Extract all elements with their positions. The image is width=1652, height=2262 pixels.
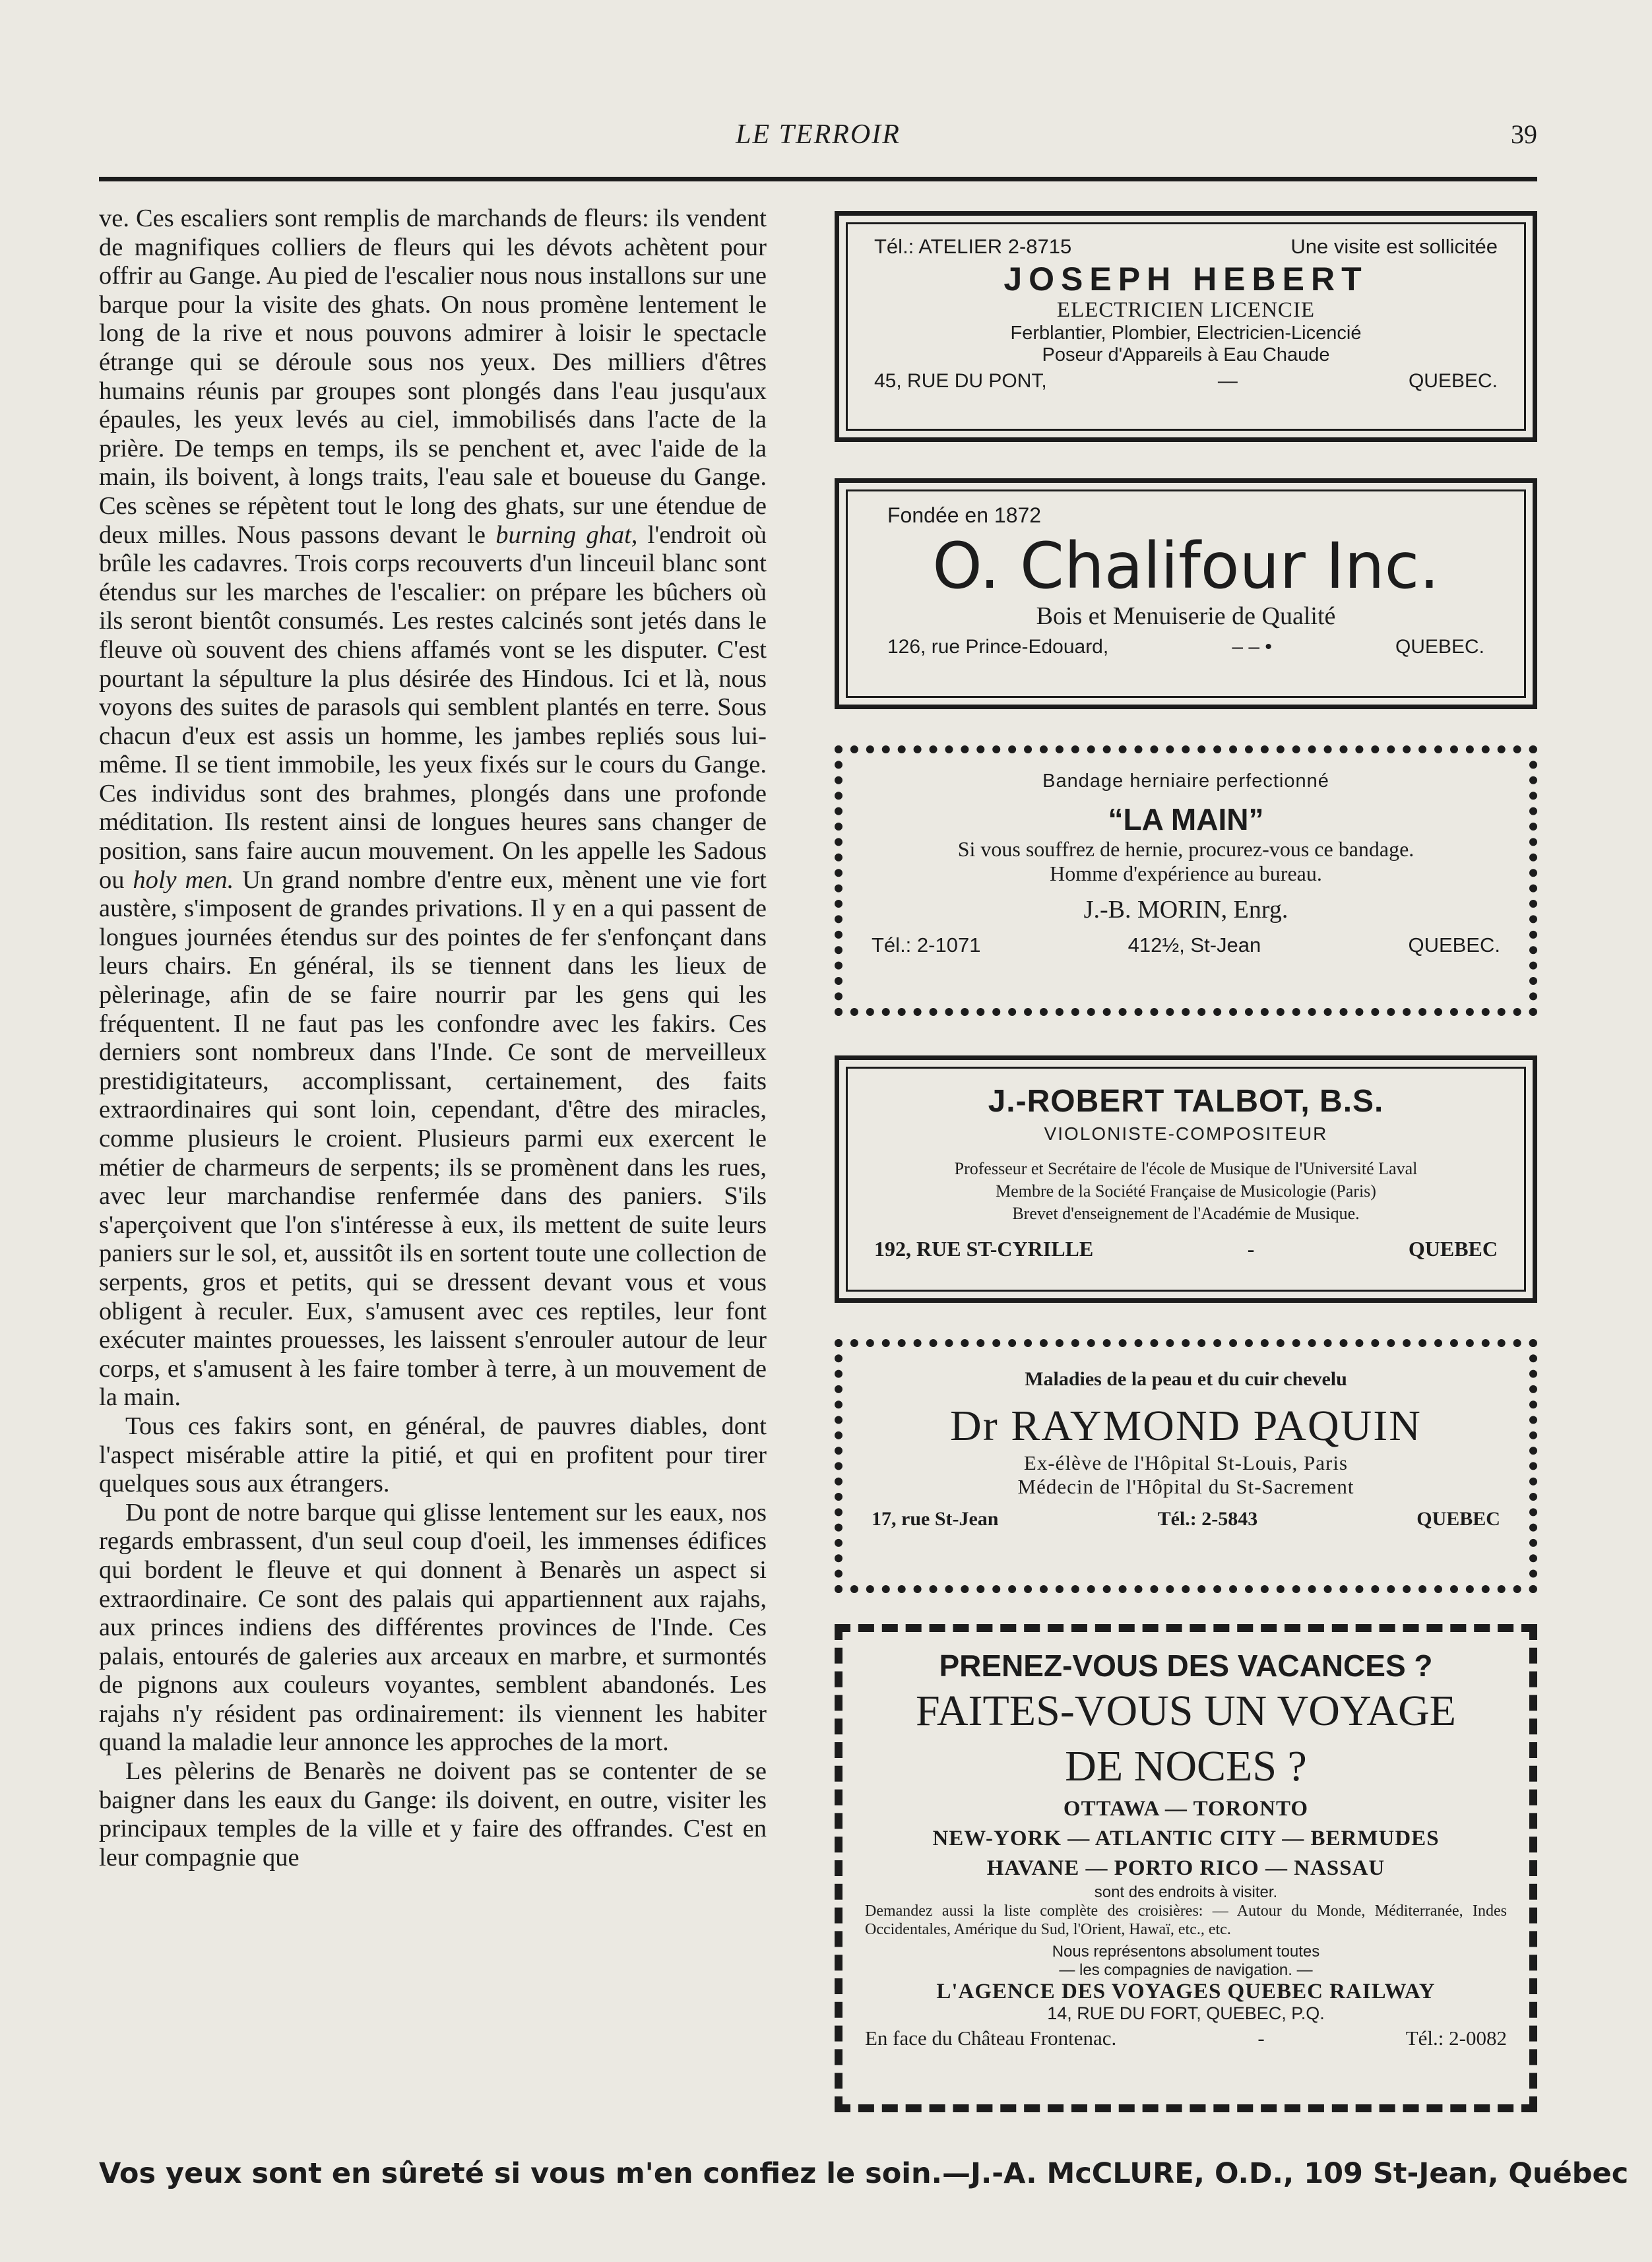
ad-address: 126, rue Prince-Edouard, bbox=[887, 636, 1109, 658]
article-paragraph: Du pont de notre barque qui glisse lentement sur les eaux, nos regards embrassent, d'un seul coup d'oeil, les immenses édifices qui bordent le fleuve et qui donnent à Benarès un aspect si extraordinaire. Ce sont des palais qui appartiennent aux rajahs, aux princes indiens des différentes provinces de l'Inde. Ces palais, entourés de galeries aux arceaux en marbre, et surmontés de pignons aux couleurs voyantes, semblent abandonés. Les rajahs n'y résident pas ordinairement: ils viennent les habiter quand la maladie leur annonce les approches de la mort. bbox=[99, 1498, 767, 1757]
ad-line: Ex-élève de l'Hôpital St-Louis, Paris bbox=[1023, 1451, 1349, 1474]
ad-separator: – – • bbox=[1232, 636, 1272, 658]
ad-address: 14, RUE DU FORT, QUEBEC, P.Q. bbox=[1047, 2003, 1325, 2023]
ad-line: Professeur et Secrétaire de l'école de Musique de l'Université Laval bbox=[954, 1159, 1418, 1178]
ad-proprietor: J.-B. MORIN, Enrg. bbox=[1083, 896, 1288, 924]
ad-city: QUEBEC. bbox=[1408, 933, 1500, 957]
ad-address: 412½, St-Jean bbox=[1128, 933, 1261, 957]
ad-headline: PRENEZ-VOUS DES VACANCES ? bbox=[939, 1649, 1433, 1683]
article-paragraph: ve. Ces escaliers sont remplis de marchands de fleurs: ils vendent de magnifiques colliers de fleurs qui les dévots achètent pour offrir au Gange. Au pied de l'escalier nous nous installons sur une barque pour la visite des ghats. On nous promène lentement le long de la rive et nous pouvons admirer à loisir le spectacle étrange qui se déroule sous nos yeux. Des milliers d'êtres humains réunis par groupes sont plongés dans l'eau jusqu'aux épaules, les yeux levés au ciel, immobilisés dans l'acte de la prière. De temps en temps, ils se penchent et, avec l'aide de la main, ils boivent, à longs traits, l'eau sale et boueuse du Gange. Ces scènes se répètent tout le long des ghats, sur une étendue de deux milles. Nous passons devant le burning ghat, l'endroit où brûle les cadavres. Trois corps recouverts d'un linceuil blanc sont étendus sur les marches de l'escalier: on prépare les bûchers où ils seront bientôt consumés. Les restes calcinés sont jetés dans le fleuve où souvent des chiens affamés vont se les disputer. C'est pourtant la sépulture la plus désirée des Hindous. Ici et là, nous voyons des suites de parasols qui semblent plantés en terre. Sous chacun d'eux est assis un homme, les jambes repliés sous lui-même. Il se tient immobile, les yeux fixés sur le cours du Gange. Ces individus sont des brahmes, plongés dans une profonde méditation. Ils restent ainsi de longues heures sans changer de position, sans faire aucun mouvement. On les appelle les Sadous ou holy men. Un grand nombre d'entre eux, mènent une vie fort austère, s'imposent de grandes privations. Il y en a qui passent de longues journées étendus sur des pointes de fer s'enfonçant dans leurs chairs. En général, ils se tiennent dans les lieux de pèlerinage, afin de se faire nourrir par les gens qui les fréquentent. Il ne faut pas les confondre avec les fakirs. Ces derniers sont nombreux dans l'Inde. Ce sont de merveilleux prestidigitateurs, accomplissant, certainement, des faits extraordinaires qui sont loin, cependant, d'être des miracles, comme plusieurs le croient. Plusieurs parmi eux exercent le métier de charmeurs de serpents; ils se promènent dans les rues, avec leur marchandise renfermée dans des paniers. S'ils s'aperçoivent que l'on s'intéresse à eux, ils mettent de suite leurs paniers sur le sol, et, aussitôt ils en sortent toute une collection de serpents, gros et petits, qui se dressent devant vous et vous obligent à reculer. Eux, s'amusent avec ces reptiles, leur font exécuter maintes prouesses, les laissent s'enrouler autour de leur corps, et s'amusent à les faire tomber à terre, à un mouvement de la main. bbox=[99, 204, 767, 1412]
ad-separator: - bbox=[1247, 1237, 1255, 1261]
ad-line: ELECTRICIEN LICENCIE bbox=[1056, 298, 1316, 322]
ad-phone: Tél.: 2-0082 bbox=[1405, 2026, 1507, 2050]
ad-business-name: J.-ROBERT TALBOT, B.S. bbox=[988, 1084, 1384, 1119]
article-paragraph: Tous ces fakirs sont, en général, de pauvres diables, dont l'aspect misérable attire la pitié, et qui en profitent pour tirer quelques sous aux étrangers. bbox=[99, 1412, 767, 1498]
journal-title: LE TERROIR bbox=[736, 119, 901, 150]
ad-destinations: NEW-YORK — ATLANTIC CITY — BERMUDES bbox=[932, 1827, 1440, 1850]
ad-phone: Tél.: ATELIER 2-8715 bbox=[874, 235, 1072, 258]
ad-business-name: O. Chalifour Inc. bbox=[932, 529, 1440, 603]
footer-ad: Vos yeux sont en sûreté si vous m'en confiez le soin.—J.-A. McCLURE, O.D., 109 St-Jean, Québec bbox=[99, 2157, 1629, 2190]
ad-line: sont des endroits à visiter. bbox=[1094, 1883, 1278, 1901]
ad-line: Nous représentons absolument toutes bbox=[1052, 1943, 1320, 1961]
ad-line: Ferblantier, Plombier, Electricien-Licencié bbox=[1010, 323, 1362, 344]
ad-business-name: Dr RAYMOND PAQUIN bbox=[950, 1402, 1422, 1450]
ad-la-main bbox=[835, 745, 1537, 1016]
ad-line: Poseur d'Appareils à Eau Chaude bbox=[1042, 344, 1330, 365]
article-column bbox=[99, 204, 767, 2144]
ad-line: Médecin de l'Hôpital du St-Sacrement bbox=[1017, 1475, 1354, 1498]
ad-line: — les compagnies de navigation. — bbox=[1059, 1961, 1313, 1979]
ad-phone: Tél.: 2-5843 bbox=[1157, 1508, 1258, 1530]
ad-joseph-hebert bbox=[835, 211, 1537, 442]
ad-visit-note: Une visite est sollicitée bbox=[1290, 235, 1498, 258]
ad-fine-print: Demandez aussi la liste complète des croisières: — Autour du Monde, Méditerranée, Indes Occidentales, Amérique du Sud, l'Orient, Hawaï, etc., etc. bbox=[865, 1902, 1507, 1938]
ad-line: Homme d'expérience au bureau. bbox=[1050, 862, 1322, 885]
ad-agency-name: L'AGENCE DES VOYAGES QUEBEC RAILWAY bbox=[936, 1980, 1436, 2003]
running-header bbox=[99, 119, 1537, 158]
ad-founded: Fondée en 1872 bbox=[887, 503, 1042, 527]
ad-subtitle: VIOLONISTE-COMPOSITEUR bbox=[1044, 1123, 1328, 1144]
ad-headline: FAITES-VOUS UN VOYAGE bbox=[916, 1687, 1456, 1735]
ad-line: Brevet d'enseignement de l'Académie de Musique. bbox=[1012, 1204, 1360, 1223]
ad-line: Si vous souffrez de hernie, procurez-vous ce bandage. bbox=[957, 837, 1414, 861]
header-rule bbox=[99, 177, 1537, 181]
ad-separator: - bbox=[1257, 2026, 1265, 2050]
ad-phone: Tél.: 2-1071 bbox=[872, 933, 981, 957]
ad-city: QUEBEC. bbox=[1408, 370, 1498, 392]
ad-chalifour bbox=[835, 478, 1537, 709]
ad-business-name: JOSEPH HEBERT bbox=[1003, 261, 1368, 298]
ad-city: QUEBEC. bbox=[1395, 636, 1484, 658]
ad-business-name: “LA MAIN” bbox=[1108, 802, 1264, 836]
ad-line: Membre de la Société Française de Musicologie (Paris) bbox=[996, 1181, 1376, 1201]
ad-city: QUEBEC bbox=[1408, 1237, 1498, 1261]
ad-line: Maladies de la peau et du cuir chevelu bbox=[1025, 1368, 1347, 1390]
ad-travel-agency bbox=[835, 1624, 1537, 2112]
page-number: 39 bbox=[1511, 119, 1537, 149]
ad-paquin bbox=[835, 1339, 1537, 1593]
ad-address: 192, RUE ST-CYRILLE bbox=[874, 1237, 1094, 1261]
ad-talbot bbox=[835, 1055, 1537, 1303]
ad-destinations: OTTAWA — TORONTO bbox=[1063, 1797, 1309, 1821]
ad-line: Bandage herniaire perfectionné bbox=[1042, 770, 1329, 792]
article-paragraph: Les pèlerins de Benarès ne doivent pas se contenter de se baigner dans les eaux du Gange: ils doivent, en outre, visiter les principaux temples de la ville et y faire des offrandes. C'est en leur compagnie que bbox=[99, 1757, 767, 1871]
ad-location: En face du Château Frontenac. bbox=[865, 2026, 1117, 2050]
ad-destinations: HAVANE — PORTO RICO — NASSAU bbox=[986, 1856, 1385, 1880]
ad-address: 17, rue St-Jean bbox=[872, 1508, 999, 1530]
ad-headline: DE NOCES ? bbox=[1065, 1742, 1307, 1790]
ad-city: QUEBEC bbox=[1416, 1508, 1500, 1530]
ad-tagline: Bois et Menuiserie de Qualité bbox=[1036, 602, 1336, 630]
ad-address: 45, RUE DU PONT, bbox=[874, 370, 1047, 392]
ad-separator: — bbox=[1217, 370, 1238, 392]
